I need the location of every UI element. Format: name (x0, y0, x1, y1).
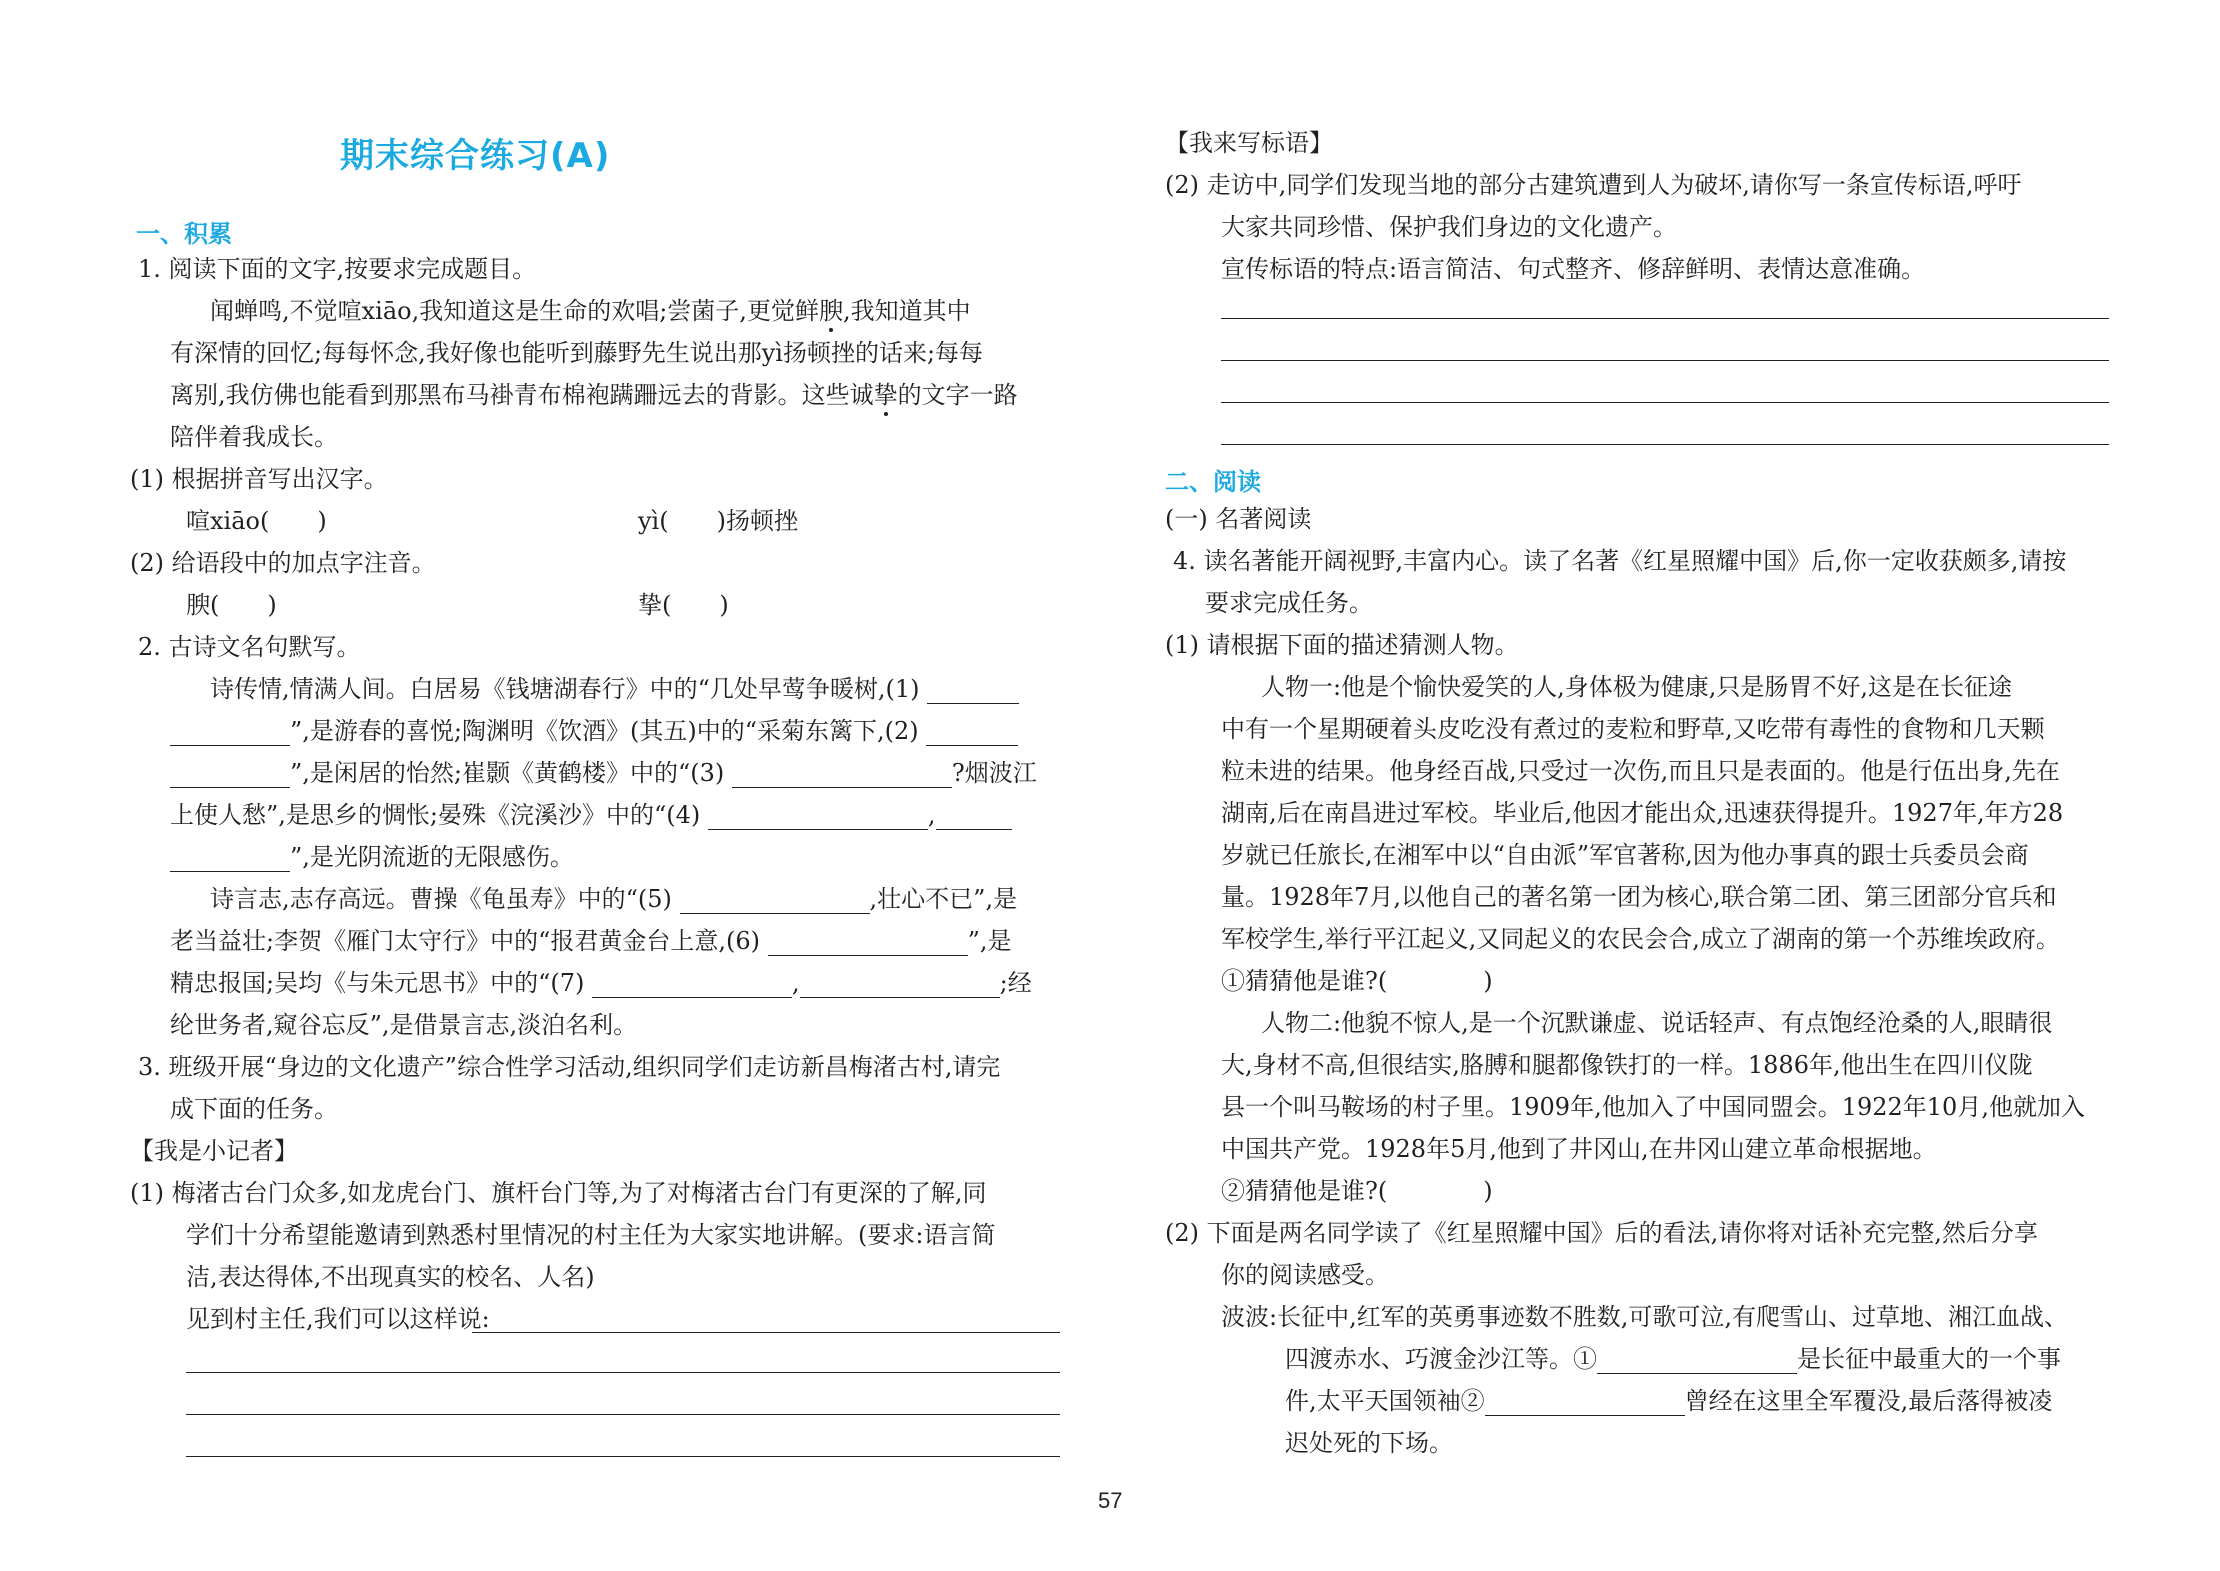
dialog-bobo-line-4: 迟处死的下场。 (1285, 1429, 1453, 1457)
question-4-stem: 4. 读名著能开阔视野,丰富内心。读了名著《红星照耀中国》后,你一定收获颇多,请按 (1173, 547, 2067, 575)
poem-line-7 (170, 926, 1012, 956)
answer-blank-6[interactable] (768, 932, 968, 956)
poem-text: 上使人愁”,是思乡的惆怅;晏殊《浣溪沙》中的“(4) (170, 801, 701, 829)
dialog-text: 曾经在这里全军覆没,最后落得被凌 (1684, 1387, 2053, 1415)
q3-sub1-prompt: 见到村主任,我们可以这样说: (186, 1305, 490, 1333)
dialog-bobo-line-3 (1285, 1386, 2052, 1416)
answer-blank-leader[interactable] (1485, 1392, 1685, 1416)
passage-text: 离别,我仿佛也能看到那黑布马褂青布棉袍蹒跚远去的背影。这些诚 (170, 381, 874, 409)
q1-sub1-item-b[interactable]: yì( )扬顿挫 (638, 507, 798, 535)
poem-text: ;经 (999, 969, 1032, 997)
answer-blank-4c[interactable] (170, 848, 290, 872)
answer-line[interactable] (1221, 402, 2109, 403)
question-3-stem: 3. 班级开展“身边的文化遗产”综合性学习活动,组织同学们走访新昌梅渚古村,请完 (138, 1053, 1001, 1081)
poem-line-2 (170, 716, 1018, 746)
q1-sub1-item-a[interactable]: 喧xiāo( ) (186, 507, 327, 535)
answer-blank-2[interactable] (926, 722, 1018, 746)
dialog-bobo-line-1: 波波:长征中,红军的英勇事迹数不胜数,可歌可泣,有爬雪山、过草地、湘江血战、 (1221, 1303, 2068, 1331)
poem-line-4 (170, 800, 1012, 830)
answer-line[interactable] (1221, 318, 2109, 319)
answer-blank-4a[interactable] (708, 806, 928, 830)
poem-line-3 (170, 758, 1037, 788)
question-4-stem-cont: 要求完成任务。 (1205, 589, 1373, 617)
question-2-stem: 2. 古诗文名句默写。 (138, 633, 361, 661)
section-heading-reading: 二、阅读 (1165, 468, 1261, 496)
answer-blank-3[interactable] (732, 764, 952, 788)
q1-sub1: (1) 根据拼音写出汉字。 (130, 465, 388, 493)
dialog-text: 件,太平天国领袖② (1285, 1387, 1485, 1415)
poem-line-8 (170, 968, 1032, 998)
q3-sub2-line-1: (2) 走访中,同学们发现当地的部分古建筑遭到人为破坏,请你写一条宣传标语,呼吁 (1165, 171, 2022, 199)
q3-sub2-line-3: 宣传标语的特点:语言简洁、句式整齐、修辞鲜明、表情达意准确。 (1221, 255, 1926, 283)
answer-blank-7b[interactable] (800, 974, 1000, 998)
person1-line: 岁就已任旅长,在湘军中以“自由派”军官著称,因为他办事真的跟士兵委员会商 (1221, 841, 2029, 869)
q4-sub2-line-1: (2) 下面是两名同学读了《红星照耀中国》后的看法,请你将对话补充完整,然后分享 (1165, 1219, 2038, 1247)
answer-blank-7a[interactable] (592, 974, 792, 998)
page-title: 期末综合练习(A) (340, 136, 611, 176)
answer-line[interactable] (186, 1414, 1060, 1415)
page-number: 57 (1098, 1488, 1123, 1513)
person1-line: 中有一个星期硬着头皮吃没有煮过的麦粒和野草,又吃带有毒性的食物和几天颗 (1221, 715, 2045, 743)
q4-sub1: (1) 请根据下面的描述猜测人物。 (1165, 631, 1519, 659)
answer-blank-1[interactable] (927, 680, 1019, 704)
poem-text: 精忠报国;吴均《与朱元思书》中的“(7) (170, 969, 585, 997)
answer-blank-1b[interactable] (170, 722, 290, 746)
passage-line-3 (170, 380, 1018, 410)
slogan-tag: 【我来写标语】 (1165, 129, 1333, 157)
sub-section-classics: (一) 名著阅读 (1165, 505, 1312, 533)
q3-sub1-line-3: 洁,表达得体,不出现真实的校名、人名) (186, 1263, 595, 1291)
poem-text: 诗传情,情满人间。白居易《钱塘湖春行》中的“几处早莺争暖树,(1) (210, 675, 920, 703)
dialog-text: 四渡赤水、巧渡金沙江等。① (1285, 1345, 1597, 1373)
q3-sub1-line-1: (1) 梅渚古台门众多,如龙虎台门、旗杆台门等,为了对梅渚古台门有更深的了解,同 (130, 1179, 987, 1207)
q1-sub2-item-b[interactable]: 挚( ) (638, 591, 729, 619)
person1-line: 湖南,后在南昌进过军校。毕业后,他因才能出众,迅速获得提升。1927年,年方28 (1221, 799, 2064, 827)
guess-2[interactable]: ②猜猜他是谁?( ) (1221, 1177, 1493, 1205)
person2-line: 县一个叫马鞍场的村子里。1909年,他加入了中国同盟会。1922年10月,他就加入 (1221, 1093, 2085, 1121)
poem-text: ”,是 (967, 927, 1012, 955)
answer-blank-4b[interactable] (936, 806, 1012, 830)
person1-line: 人物一:他是个愉快爱笑的人,身体极为健康,只是肠胃不好,这是在长征途 (1261, 673, 2012, 701)
poem-line-6 (210, 884, 1017, 914)
q1-sub2-item-a[interactable]: 腴( ) (186, 591, 277, 619)
passage-text: ,我知道其中 (842, 297, 971, 325)
answer-line[interactable] (1221, 444, 2109, 445)
question-3-stem-cont: 成下面的任务。 (170, 1095, 338, 1123)
passage-line-1 (210, 296, 971, 326)
answer-line[interactable] (186, 1456, 1060, 1457)
guess-1[interactable]: ①猜猜他是谁?( ) (1221, 967, 1493, 995)
poem-text: ”,是光阴流逝的无限感伤。 (290, 843, 574, 871)
poem-text: ,壮心不已”,是 (869, 885, 1018, 913)
poem-text: ”,是闲居的怡然;崔颢《黄鹤楼》中的“(3) (290, 759, 725, 787)
dialog-bobo-line-2 (1285, 1344, 2061, 1374)
q3-sub1-line-2: 学们十分希望能邀请到熟悉村里情况的村主任为大家实地讲解。(要求:语言简 (186, 1221, 996, 1249)
emphasis-char: 挚 (873, 381, 898, 409)
poem-line-5 (170, 842, 574, 872)
q4-sub2-line-2: 你的阅读感受。 (1221, 1261, 1389, 1289)
answer-blank-5[interactable] (680, 890, 870, 914)
person2-line: 中国共产党。1928年5月,他到了井冈山,在井冈山建立革命根据地。 (1221, 1135, 1937, 1163)
person2-line: 人物二:他貌不惊人,是一个沉默谦虚、说话轻声、有点饱经沧桑的人,眼睛很 (1261, 1009, 2053, 1037)
poem-text: 老当益壮;李贺《雁门太守行》中的“报君黄金台上意,(6) (170, 927, 760, 955)
reporter-tag: 【我是小记者】 (130, 1137, 298, 1165)
dialog-text: 是长征中最重大的一个事 (1797, 1345, 2061, 1373)
person1-line: 粒未进的结果。他身经百战,只受过一次伤,而且只是表面的。他是行伍出身,先在 (1221, 757, 2060, 785)
poem-text: , (927, 801, 936, 829)
section-heading-accumulation: 一、积累 (136, 220, 232, 248)
poem-line-9: 纶世务者,窥谷忘反”,是借景言志,淡泊名利。 (170, 1011, 638, 1039)
question-1-stem: 1. 阅读下面的文字,按要求完成题目。 (138, 255, 537, 283)
poem-text: , (792, 969, 800, 997)
answer-blank-event[interactable] (1597, 1350, 1797, 1374)
answer-line[interactable] (186, 1372, 1060, 1373)
person1-line: 军校学生,举行平江起义,又同起义的农民会合,成立了湖南的第一个苏维埃政府。 (1221, 925, 2060, 953)
emphasis-char: 腴 (818, 297, 843, 325)
q1-sub2: (2) 给语段中的加点字注音。 (130, 549, 436, 577)
passage-line-2: 有深情的回忆;每每怀念,我好像也能听到藤野先生说出那yì扬顿挫的话来;每每 (170, 339, 984, 367)
passage-text: 闻蝉鸣,不觉喧xiāo,我知道这是生命的欢唱;尝菌子,更觉鲜 (210, 297, 819, 325)
answer-line[interactable] (472, 1332, 1060, 1333)
passage-text: 的文字一路 (897, 381, 1018, 409)
person2-line: 大,身材不高,但很结实,胳膊和腿都像铁打的一样。1886年,他出生在四川仪陇 (1221, 1051, 2033, 1079)
poem-text: ?烟波江 (951, 759, 1037, 787)
poem-line-1 (210, 674, 1019, 704)
answer-blank-2b[interactable] (170, 764, 290, 788)
passage-line-4: 陪伴着我成长。 (170, 423, 338, 451)
poem-text: ”,是游春的喜悦;陶渊明《饮酒》(其五)中的“采菊东篱下,(2) (290, 717, 919, 745)
q3-sub2-line-2: 大家共同珍惜、保护我们身边的文化遗产。 (1221, 213, 1677, 241)
person1-line: 量。1928年7月,以他自己的著名第一团为核心,联合第二团、第三团部分官兵和 (1221, 883, 2057, 911)
poem-text: 诗言志,志存高远。曹操《龟虽寿》中的“(5) (210, 885, 672, 913)
answer-line[interactable] (1221, 360, 2109, 361)
